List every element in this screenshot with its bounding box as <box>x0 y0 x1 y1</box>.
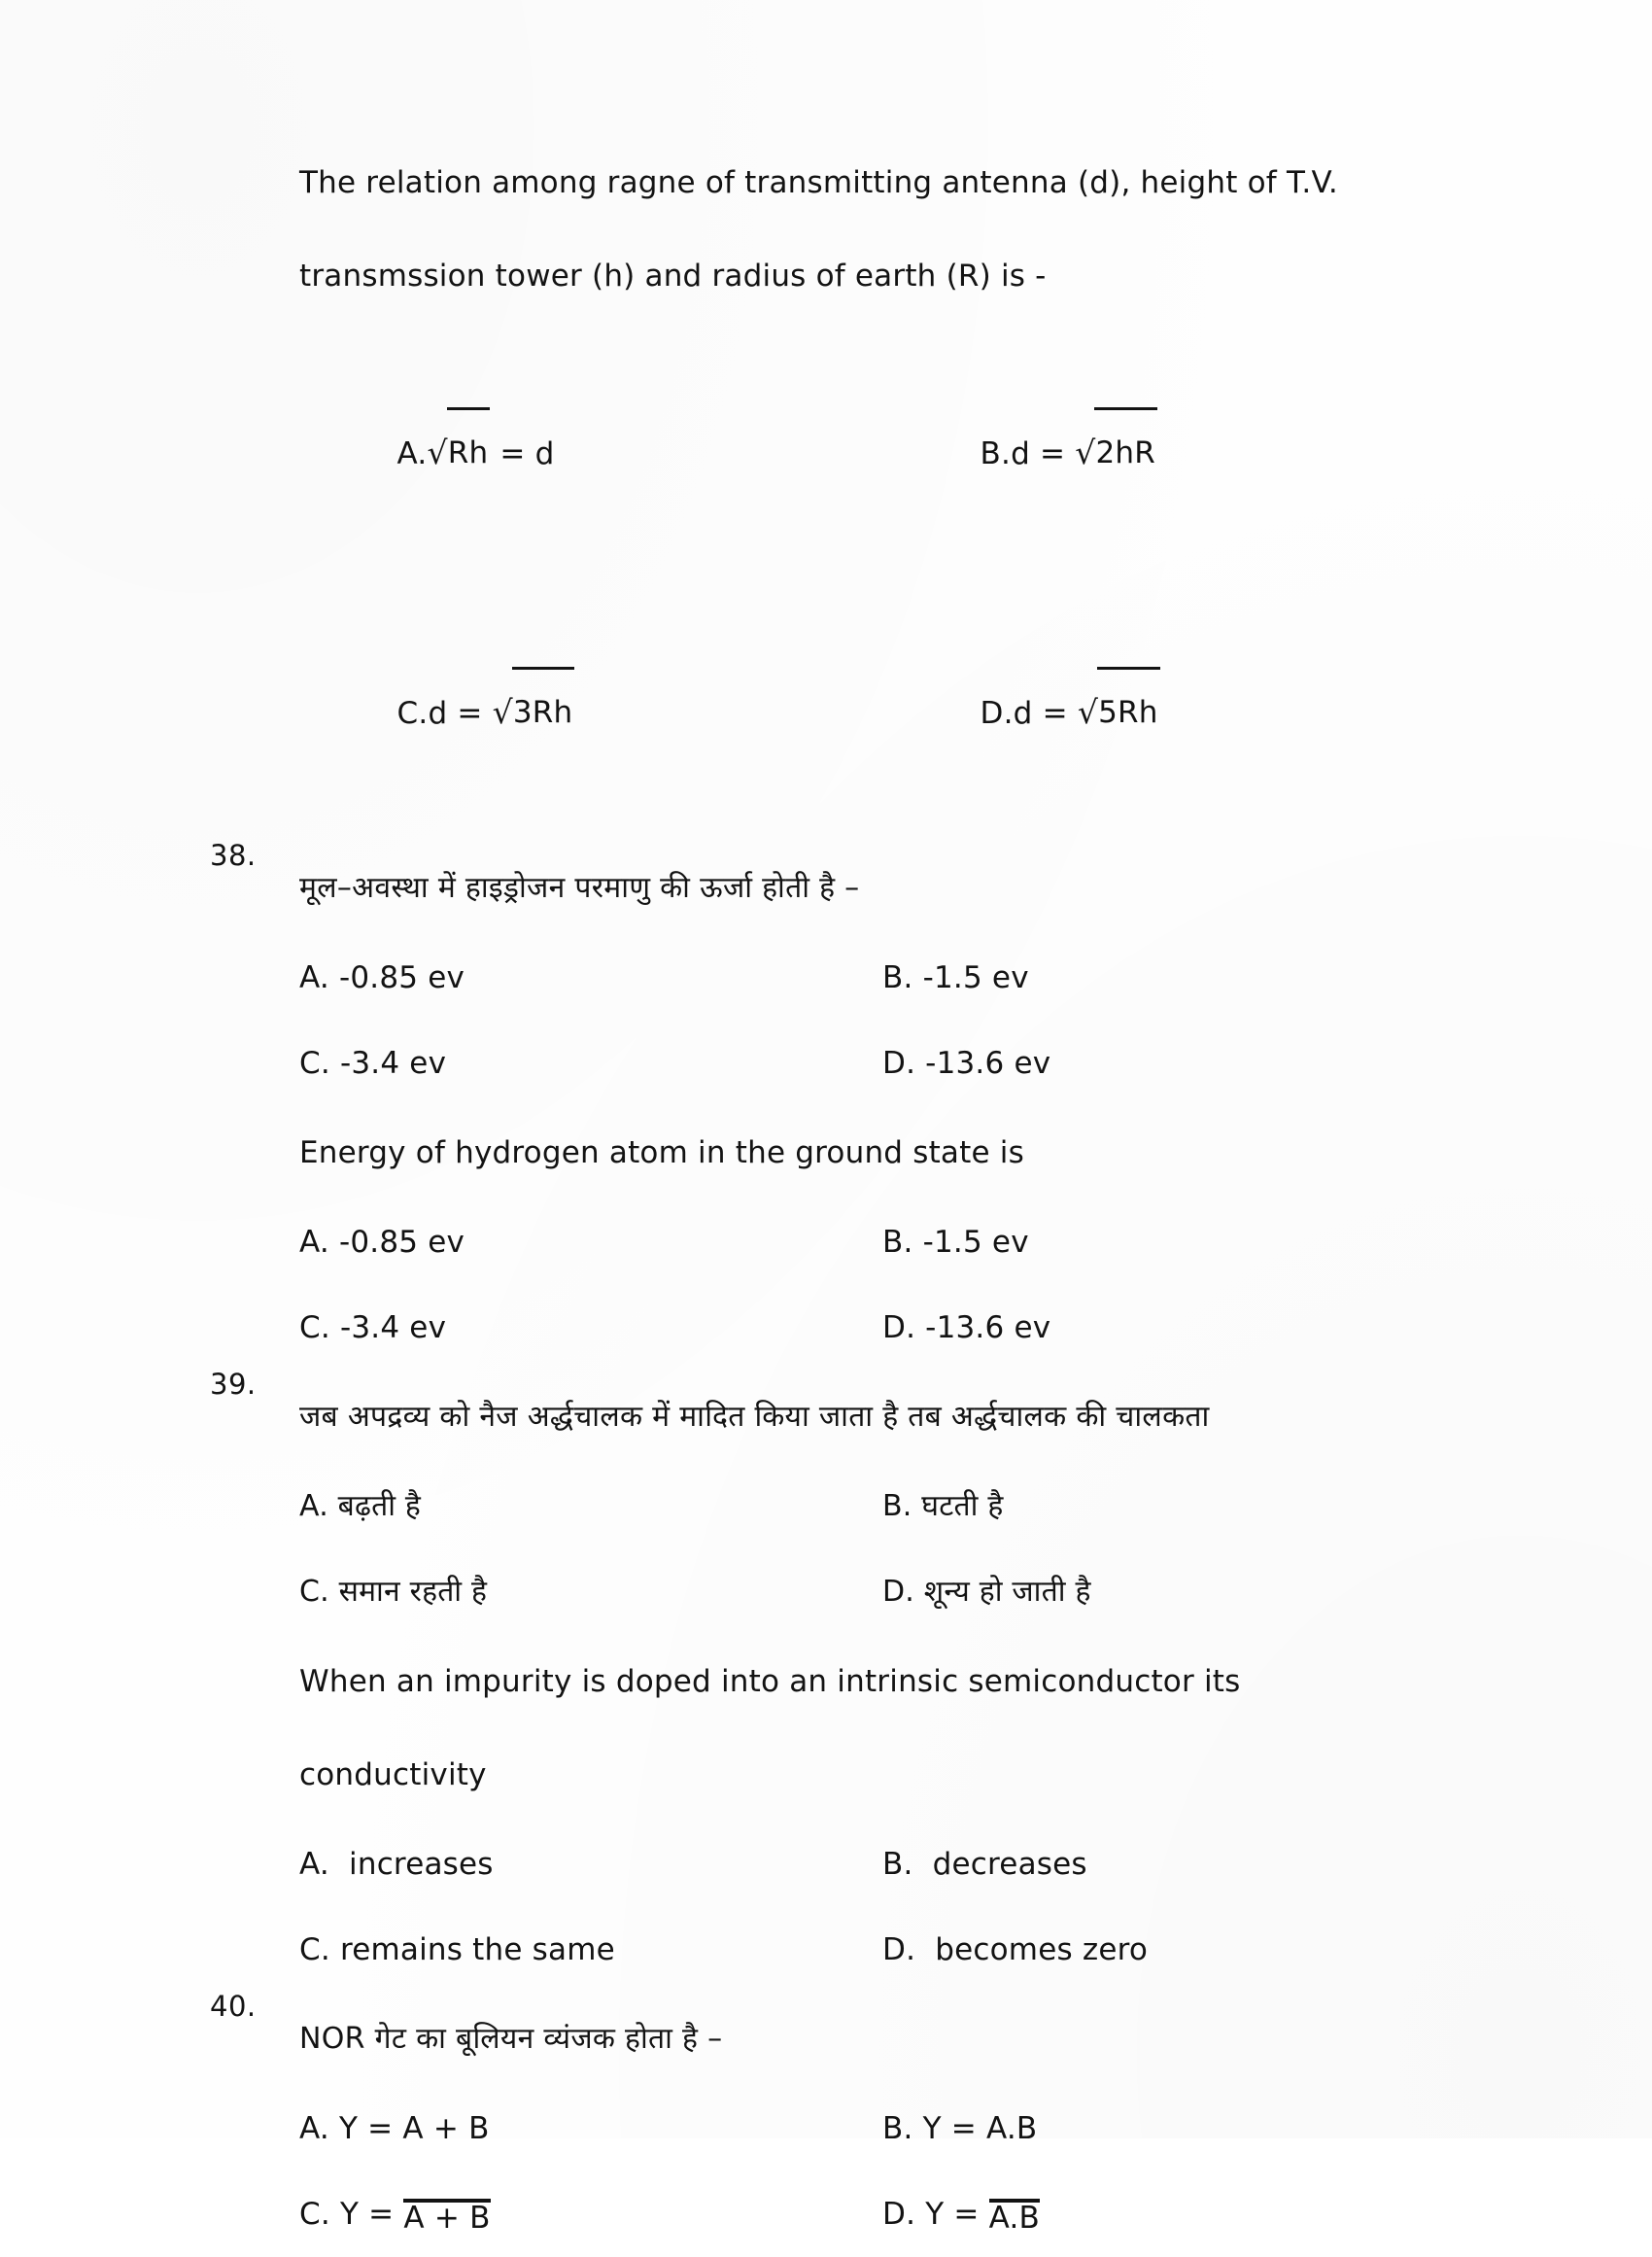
question-39-options-hindi <box>299 1464 1446 1635</box>
option-c[interactable] <box>299 1285 882 1371</box>
option-b-label: B. <box>882 1225 913 1260</box>
option-b-pre: d = <box>1011 436 1076 471</box>
option-d-label: D. <box>980 696 1014 731</box>
question-block-40 <box>210 1990 1446 2257</box>
option-d-label: D. <box>882 2197 916 2232</box>
question-stem-line-1: The relation among ragne of transmitting antenna (d), height of T.V. <box>299 165 1338 200</box>
option-d-label: D. <box>882 1046 916 1081</box>
question-38-stem-hindi <box>210 839 1446 935</box>
option-b[interactable] <box>882 1464 1446 1549</box>
option-a-text: बढ़ती है <box>327 1489 422 1523</box>
question-39-stem-hindi-text: जब अपद्रव्य को नैज अर्द्धचालक में मादित किया जाता है तब अर्द्धचालक की चालकता <box>299 1400 1210 1434</box>
question-38-stem-hindi-text: मूल–अवस्था में हाइड्रोजन परमाणु की ऊर्जा होती है – <box>299 871 860 905</box>
sqrt-icon: √2hR <box>1075 408 1157 497</box>
option-d-label: D. <box>882 1310 916 1345</box>
option-c-overline: A + B <box>403 2201 491 2236</box>
option-a-text: -0.85 ev <box>328 960 465 995</box>
option-a[interactable] <box>299 2086 882 2171</box>
option-c-text: -3.4 ev <box>329 1310 447 1345</box>
option-c-expr: Y = <box>339 2197 404 2232</box>
option-d[interactable] <box>882 582 1446 842</box>
option-c-label: C. <box>299 1932 330 1967</box>
option-b[interactable] <box>882 2086 1446 2171</box>
option-b-label: B. <box>882 1489 912 1523</box>
option-d[interactable] <box>882 1907 1446 1993</box>
option-c-text: -3.4 ev <box>329 1046 447 1081</box>
option-d-text: -13.6 ev <box>915 1310 1051 1345</box>
option-b[interactable] <box>882 1822 1446 1907</box>
option-c-label: C. <box>299 1046 330 1081</box>
question-40-number: 40. <box>210 1990 257 2023</box>
option-c-text: समान रहती है <box>328 1575 488 1609</box>
option-b[interactable] <box>882 935 1446 1021</box>
option-a-post: = d <box>490 436 555 471</box>
sqrt-icon: √Rh <box>427 408 490 497</box>
option-c[interactable] <box>299 2171 882 2257</box>
question-39-stem-hindi <box>210 1368 1446 1464</box>
option-d[interactable] <box>882 1021 1446 1106</box>
option-c-label: C. <box>299 1310 330 1345</box>
sqrt-icon: √3Rh <box>493 668 575 756</box>
option-d[interactable] <box>882 2171 1446 2257</box>
question-stem-line-2: transmssion tower (h) and radius of earth (R) is - <box>299 259 1047 294</box>
sqrt-icon: √5Rh <box>1078 668 1160 756</box>
option-c-text: remains the same <box>329 1932 615 1967</box>
option-b[interactable] <box>882 1199 1446 1285</box>
option-d-text: becomes zero <box>915 1932 1149 1967</box>
option-a-label: A. <box>299 2111 329 2146</box>
option-c-label: C. <box>299 2197 330 2232</box>
question-39-stem-english-line-2: conductivity <box>299 1757 487 1792</box>
option-c[interactable] <box>299 1907 882 1993</box>
option-d[interactable] <box>882 1549 1446 1635</box>
option-b-text: घटती है <box>912 1489 1004 1523</box>
question-list <box>212 136 1446 2257</box>
option-b-text: decreases <box>912 1847 1087 1882</box>
question-38-options-hindi <box>299 935 1446 1106</box>
option-c[interactable] <box>299 582 882 842</box>
option-b-label: B. <box>882 2111 913 2146</box>
option-a[interactable] <box>299 935 882 1021</box>
question-38-options-english <box>299 1199 1446 1371</box>
option-d-pre: d = <box>1013 696 1078 731</box>
option-c[interactable] <box>299 1021 882 1106</box>
option-a[interactable] <box>299 323 882 582</box>
option-b-label: B. <box>882 960 913 995</box>
option-a-expr: Y = A + B <box>338 2111 490 2146</box>
question-38-stem-english: Energy of hydrogen atom in the ground state is <box>299 1135 1024 1170</box>
option-b-label: B. <box>882 1847 913 1882</box>
question-block-37 <box>212 136 1446 842</box>
option-a-text: -0.85 ev <box>328 1225 465 1260</box>
option-a[interactable] <box>299 1199 882 1285</box>
option-a[interactable] <box>299 1464 882 1549</box>
option-c-radicand: 3Rh <box>512 667 575 755</box>
question-39-stem-english-line-1: When an impurity is doped into an intrinsic semiconductor its <box>299 1664 1241 1699</box>
option-a-label: A. <box>299 1489 328 1523</box>
option-b-radicand: 2hR <box>1094 407 1157 496</box>
option-c-pre: d = <box>428 696 493 731</box>
option-b[interactable] <box>882 323 1446 582</box>
option-b-expr: Y = A.B <box>922 2111 1038 2146</box>
option-d-label: D. <box>882 1932 916 1967</box>
option-a-label: A. <box>299 1847 329 1882</box>
option-d-label: D. <box>882 1575 915 1609</box>
option-d[interactable] <box>882 1285 1446 1371</box>
question-38-number: 38. <box>210 839 257 872</box>
option-d-overline: A.B <box>988 2201 1040 2236</box>
option-d-text: शून्य हो जाती है <box>914 1575 1091 1609</box>
question-39-options-english <box>299 1822 1446 1993</box>
option-a-label: A. <box>299 960 329 995</box>
option-c-label: C. <box>299 1575 329 1609</box>
option-a-label: A. <box>396 436 428 471</box>
question-39-number: 39. <box>210 1368 257 1401</box>
question-block-39 <box>210 1368 1446 1993</box>
option-d-radicand: 5Rh <box>1097 667 1160 755</box>
option-b-label: B. <box>980 436 1012 471</box>
option-a[interactable] <box>299 1822 882 1907</box>
question-40-stem-hindi-text: NOR गेट का बूलियन व्यंजक होता है – <box>299 2022 723 2056</box>
options-grid <box>299 323 1446 842</box>
option-d-expr: Y = <box>925 2197 989 2232</box>
option-a-text: increases <box>328 1847 494 1882</box>
option-b-text: -1.5 ev <box>912 960 1029 995</box>
option-c[interactable] <box>299 1549 882 1635</box>
option-d-text: -13.6 ev <box>915 1046 1051 1081</box>
option-c-label: C. <box>396 696 429 731</box>
option-a-label: A. <box>299 1225 329 1260</box>
question-40-options <box>299 2086 1446 2257</box>
option-b-text: -1.5 ev <box>912 1225 1029 1260</box>
option-a-radicand: Rh <box>447 407 491 496</box>
question-block-38 <box>210 839 1446 1371</box>
question-40-stem-hindi <box>210 1990 1446 2086</box>
